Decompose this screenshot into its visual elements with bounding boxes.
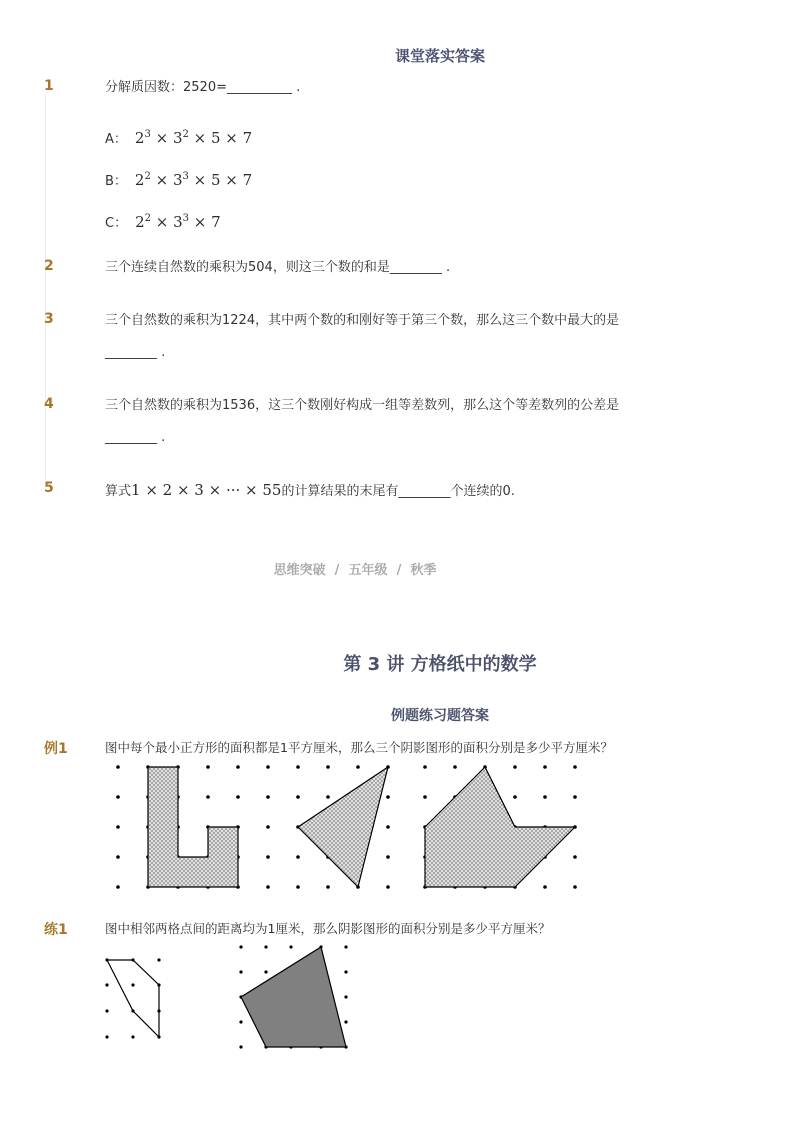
grid-dot bbox=[266, 855, 270, 859]
grid-dot bbox=[116, 825, 120, 829]
option-math: $2^3 \times 3^2 \times 5 \times 7$ bbox=[134, 129, 253, 147]
grid-dot bbox=[513, 765, 517, 769]
question-number-5: 5 bbox=[44, 480, 54, 496]
grid-dot bbox=[386, 825, 390, 829]
triangle-figure bbox=[298, 767, 388, 887]
grid-dot bbox=[296, 795, 300, 799]
grid-dot bbox=[105, 983, 108, 986]
grid-dot bbox=[206, 765, 210, 769]
grid-dot bbox=[386, 795, 390, 799]
grid-dot bbox=[264, 945, 267, 948]
grid-dot bbox=[296, 855, 300, 859]
option-math: $2^2 \times 3^3 \times 5 \times 7$ bbox=[134, 171, 253, 189]
grid-dot bbox=[344, 945, 347, 948]
l-shape-figure bbox=[148, 767, 238, 887]
grid-dot bbox=[131, 983, 134, 986]
grid-dot bbox=[386, 885, 390, 889]
example1-figures bbox=[0, 755, 800, 905]
grid-dot bbox=[296, 885, 300, 889]
grid-dot bbox=[105, 1035, 108, 1038]
question-text-1: 分解质因数：2520=__________ . bbox=[105, 80, 301, 95]
shaded-polygon-figure bbox=[241, 947, 346, 1047]
grid-dot bbox=[326, 885, 330, 889]
question-number-2: 2 bbox=[44, 258, 54, 274]
grid-dot bbox=[573, 765, 577, 769]
grid-dot bbox=[423, 765, 427, 769]
left-rule-line bbox=[45, 95, 46, 480]
section-title-examples: 例题练习题答案 bbox=[391, 708, 489, 724]
grid-dot bbox=[573, 795, 577, 799]
question-text-3-line2: ________ . bbox=[105, 345, 166, 360]
option-label: A： bbox=[105, 132, 127, 147]
grid-dots-small bbox=[105, 958, 160, 1038]
grid-dot bbox=[386, 855, 390, 859]
grid-dot bbox=[344, 995, 347, 998]
grid-dot bbox=[264, 970, 267, 973]
grid-dot bbox=[326, 795, 330, 799]
grid-dot bbox=[236, 795, 240, 799]
lecture-title: 第 3 讲 方格纸中的数学 bbox=[343, 654, 537, 675]
pentagon-figure bbox=[425, 767, 575, 887]
grid-dot bbox=[116, 855, 120, 859]
question-text-5: 算式1 × 2 × 3 × ··· × 55的计算结果的末尾有________个连续的0. bbox=[105, 481, 515, 499]
example-label-1: 例1 bbox=[44, 741, 68, 757]
question-number-1: 1 bbox=[44, 78, 54, 94]
option-b bbox=[105, 170, 252, 189]
grid-dot bbox=[543, 795, 547, 799]
grid-dot bbox=[266, 825, 270, 829]
quadrilateral-outline-figure bbox=[107, 960, 159, 1037]
option-a bbox=[105, 128, 252, 147]
grid-dot bbox=[573, 855, 577, 859]
grid-dot bbox=[266, 885, 270, 889]
option-math: $2^2 \times 3^3 \times 7$ bbox=[135, 213, 221, 231]
question-text-4 bbox=[105, 390, 745, 454]
factorial-expression: 1 × 2 × 3 × ··· × 55 bbox=[131, 481, 282, 499]
section-title-class-answers: 课堂落实答案 bbox=[394, 47, 485, 65]
grid-dot bbox=[131, 1035, 134, 1038]
grid-dot bbox=[266, 765, 270, 769]
grid-dot bbox=[239, 1020, 242, 1023]
grid-dot bbox=[116, 765, 120, 769]
grid-dot bbox=[543, 765, 547, 769]
grid-dot bbox=[239, 970, 242, 973]
grid-dot bbox=[423, 795, 427, 799]
question-text-2: 三个连续自然数的乘积为504，则这三个数的和是________ . bbox=[105, 260, 451, 275]
practice1-figures bbox=[0, 945, 800, 1055]
question-text-4-line1: 三个自然数的乘积为1536，这三个数刚好构成一组等差数列，那么这个等差数列的公差是 bbox=[105, 398, 620, 413]
practice-label-1: 练1 bbox=[44, 922, 68, 938]
grid-dot bbox=[326, 765, 330, 769]
grid-dot bbox=[344, 1020, 347, 1023]
grid-dot bbox=[266, 795, 270, 799]
grid-dot bbox=[344, 970, 347, 973]
option-label: B： bbox=[105, 174, 127, 189]
question-number-4: 4 bbox=[44, 396, 54, 412]
grid-dot bbox=[513, 795, 517, 799]
grid-dot bbox=[573, 885, 577, 889]
question-text-3 bbox=[105, 305, 745, 369]
grid-dot bbox=[236, 765, 240, 769]
grid-dot bbox=[543, 885, 547, 889]
grid-dot bbox=[239, 945, 242, 948]
question-text-4-line2: ________ . bbox=[105, 430, 166, 445]
option-c bbox=[105, 212, 221, 231]
grid-dot bbox=[157, 958, 160, 961]
question-text-3-line1: 三个自然数的乘积为1224，其中两个数的和刚好等于第三个数，那么这三个数中最大的是 bbox=[105, 313, 620, 328]
grid-dot bbox=[289, 945, 292, 948]
grid-dot bbox=[453, 765, 457, 769]
page-footer: 思维突破 / 五年级 / 秋季 bbox=[273, 563, 437, 578]
grid-dot bbox=[239, 1045, 242, 1048]
grid-dot bbox=[116, 885, 120, 889]
practice-text-1: 图中相邻两格点间的距离均为1厘米，那么阴影图形的面积分别是多少平方厘米？ bbox=[105, 921, 551, 936]
grid-dot bbox=[356, 765, 360, 769]
grid-dot bbox=[296, 765, 300, 769]
option-label: C： bbox=[105, 216, 128, 231]
example-text-1: 图中每个最小正方形的面积都是1平方厘米，那么三个阴影图形的面积分别是多少平方厘米？ bbox=[105, 740, 613, 755]
grid-dot bbox=[116, 795, 120, 799]
grid-dot bbox=[206, 795, 210, 799]
question-number-3: 3 bbox=[44, 311, 54, 327]
grid-dot bbox=[105, 1009, 108, 1012]
